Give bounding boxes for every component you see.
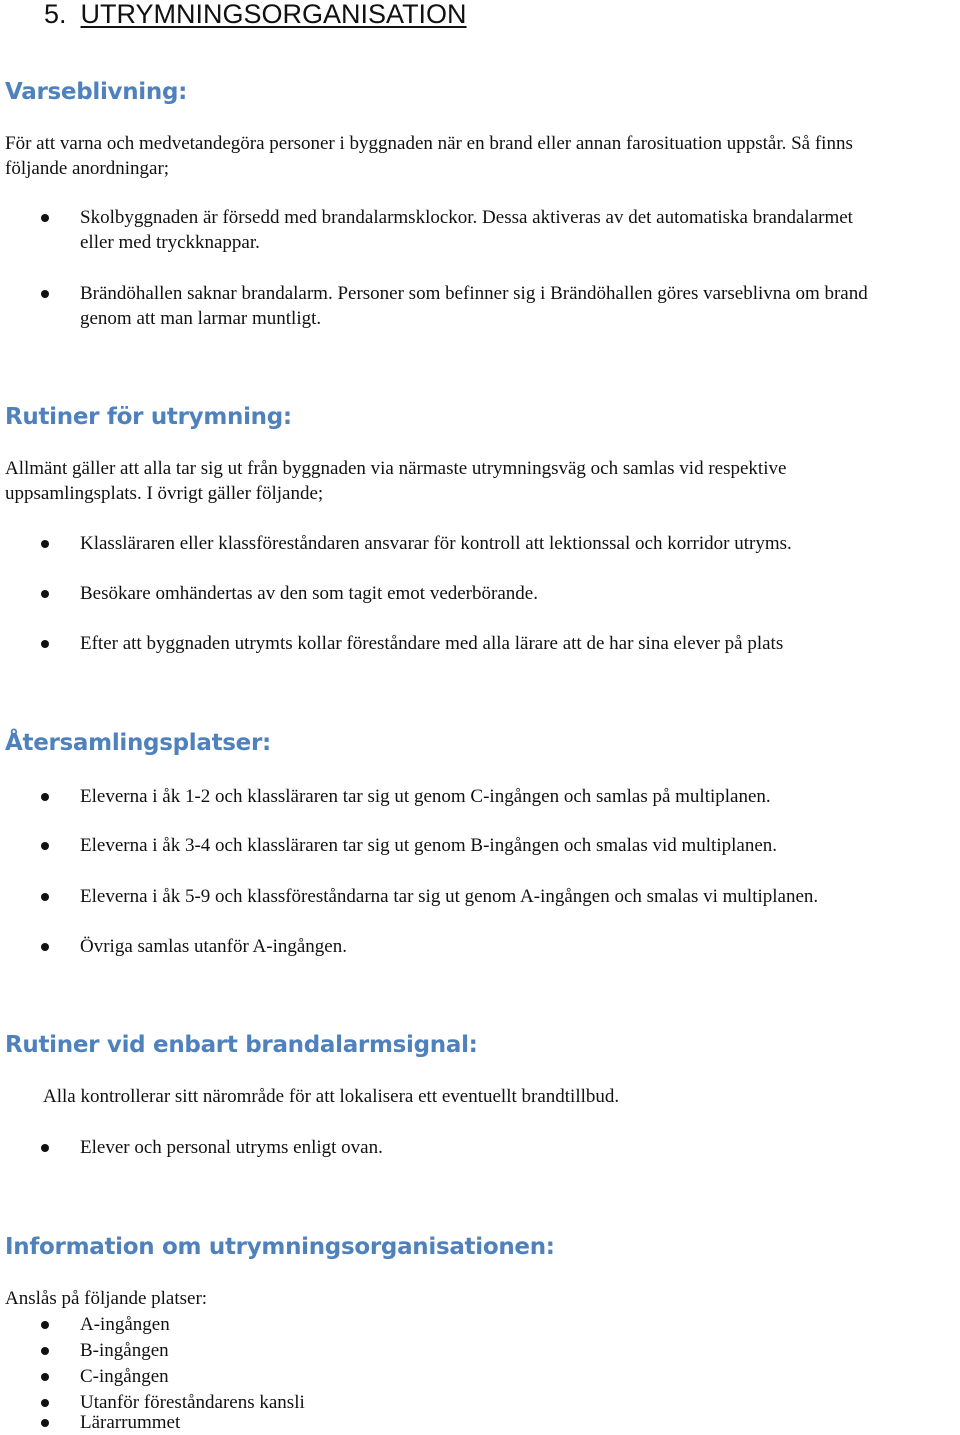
list-item-text: Eleverna i åk 3-4 och klassläraren tar sig ut genom B-ingången och smalas vid multiplanen. [80,835,777,856]
list-item-text: Eleverna i åk 1-2 och klassläraren tar sig ut genom C-ingången och samlas på multiplanen. [80,786,771,807]
heading-atersamlingsplatser: Återsamlingsplatser: [5,730,271,756]
bullet-icon [41,290,49,298]
list-item-text: Klassläraren eller klassföreståndaren ansvarar för kontroll att lektionssal och korridor utryms. [80,533,792,554]
rutiner-intro-line-1: Allmänt gäller att alla tar sig ut från byggnaden via närmaste utrymningsväg och samlas vid respektive [5,458,787,479]
heading-varseblivning: Varseblivning: [5,79,188,105]
list-item-text: Skolbyggnaden är försedd med brandalarmsklockor. Dessa aktiveras av det automatiska brandalarmet [80,207,853,228]
bullet-icon [41,590,49,598]
list-item-text: C-ingången [80,1366,169,1387]
bullet-icon [41,1419,49,1427]
bullet-icon [41,943,49,951]
varseblivning-intro-line-2: följande anordningar; [5,158,170,179]
list-item-text: Brändöhallen saknar brandalarm. Personer som befinner sig i Brändöhallen göres varseblivna om brand [80,283,868,304]
bullet-icon [41,1321,49,1329]
list-item-text: Lärarrummet [80,1412,181,1433]
bullet-icon [41,1399,49,1407]
rutiner-intro-line-2: uppsamlingsplats. I övrigt gäller följande; [5,483,324,504]
list-item-text: Efter att byggnaden utrymts kollar föreståndare med alla lärare att de har sina elever på plats [80,633,784,654]
bullet-icon [41,214,49,222]
list-item-text: Elever och personal utryms enligt ovan. [80,1137,383,1158]
brandalarm-intro: Alla kontrollerar sitt närområde för att lokalisera ett eventuellt brandtillbud. [43,1086,620,1107]
bullet-icon [41,540,49,548]
heading-rutiner-utrymning: Rutiner för utrymning: [5,404,292,430]
heading-information: Information om utrymningsorganisationen: [5,1234,555,1260]
list-item-text: Övriga samlas utanför A-ingången. [80,936,347,957]
bullet-icon [41,640,49,648]
heading-rutiner-brandalarm: Rutiner vid enbart brandalarmsignal: [5,1032,478,1058]
varseblivning-intro-line-1: För att varna och medvetandegöra personer i byggnaden när en brand eller annan farosituation uppstår. Så finns [5,133,853,154]
bullet-icon [41,793,49,801]
section-title: UTRYMNINGSORGANISATION [80,0,467,29]
list-item-text: B-ingången [80,1340,169,1361]
list-item-text: Eleverna i åk 5-9 och klassföreståndarna tar sig ut genom A-ingången och smalas vi multiplanen. [80,886,819,907]
list-item-text: A-ingången [80,1314,170,1335]
bullet-icon [41,1373,49,1381]
list-item-text: Besökare omhändertas av den som tagit emot vederbörande. [80,583,538,604]
page-title [44,0,467,30]
list-item-text: eller med tryckknappar. [80,232,260,253]
list-item-text: genom att man larmar muntligt. [80,308,322,329]
bullet-icon [41,842,49,850]
bullet-icon [41,1347,49,1355]
bullet-icon [41,893,49,901]
list-item-text: Utanför föreståndarens kansli [80,1392,305,1413]
section-number: 5. [44,0,67,29]
information-intro: Anslås på följande platser: [5,1288,208,1309]
bullet-icon [41,1144,49,1152]
